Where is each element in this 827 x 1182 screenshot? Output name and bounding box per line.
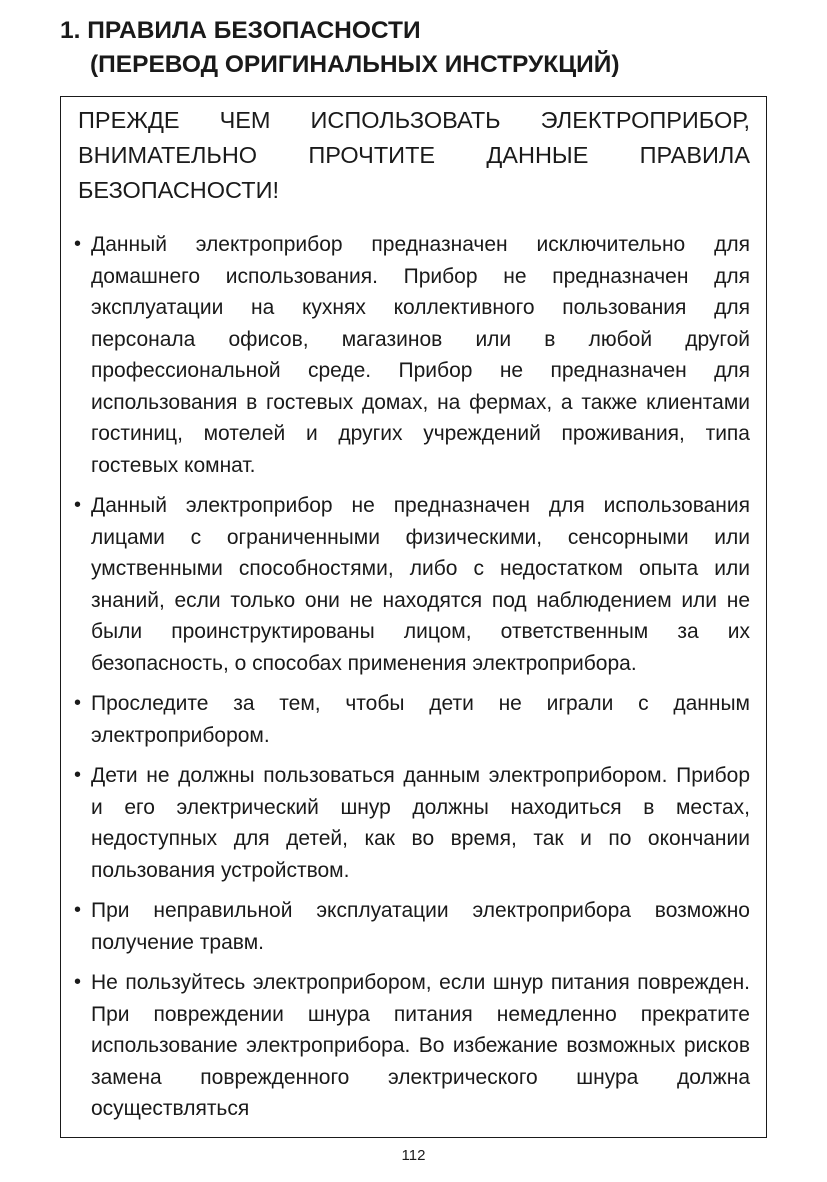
rule-item (73, 967, 750, 1125)
safety-rules-box (60, 96, 767, 1138)
bullet-icon: • (74, 233, 82, 255)
rule-item (73, 490, 750, 679)
rule-item (73, 895, 750, 958)
section-number: 1. (60, 17, 81, 44)
rule-item (73, 229, 750, 481)
rule-item (73, 760, 750, 886)
rule-text: Дети не должны пользоваться данным электроприбором. Прибор и его электрический шнур должны находиться в местах, недоступных для детей, как во время, так и по окончании пользования устройством. (91, 764, 750, 882)
rule-text: Данный электроприбор предназначен исключительно для домашнего использования. Прибор не предназначен для эксплуатации на кухнях коллективного пользования для персонала офисов, магазинов или в любой другой профессиональной среде. Прибор не предназначен для использования в гостевых домах, на фермах, а также клиентами гостиниц, мотелей и других учреждений проживания, типа гостевых комнат. (91, 233, 750, 477)
rule-text: Не пользуйтесь электроприбором, если шнур питания поврежден. При повреждении шнура питания немедленно прекратите использование электроприбора. Во избежание возможных рисков замена поврежденного электрического шнура должна осуществляться (91, 971, 750, 1120)
bullet-icon: • (74, 764, 82, 786)
bullet-icon: • (74, 971, 82, 993)
page-number: 112 (401, 1147, 426, 1164)
bullet-icon: • (74, 494, 82, 516)
rule-item (73, 688, 750, 751)
safety-rules-list (73, 229, 750, 1134)
rule-text: При неправильной эксплуатации электроприбора возможно получение травм. (91, 899, 750, 954)
bullet-icon: • (74, 899, 82, 921)
safety-warning: ПРЕЖДЕ ЧЕМ ИСПОЛЬЗОВАТЬ ЭЛЕКТРОПРИБОР, ВНИМАТЕЛЬНО ПРОЧТИТЕ ДАННЫЕ ПРАВИЛА БЕЗОПАСНОСТИ! (78, 107, 750, 203)
bullet-icon: • (74, 692, 82, 714)
section-title-line2: (ПЕРЕВОД ОРИГИНАЛЬНЫХ ИНСТРУКЦИЙ) (90, 51, 620, 78)
section-title-line1: ПРАВИЛА БЕЗОПАСНОСТИ (87, 17, 421, 44)
rule-text: Проследите за тем, чтобы дети не играли с данным электроприбором. (91, 692, 750, 747)
rule-text: Данный электроприбор не предназначен для использования лицами с ограниченными физическими, сенсорными или умственными способностями, либо с недостатком опыта или знаний, если только они не находятся под наблюдением или не были проинструктированы лицом, ответственным за их безопасность, о способах применения электроприбора. (91, 494, 750, 675)
section-heading (60, 14, 780, 82)
